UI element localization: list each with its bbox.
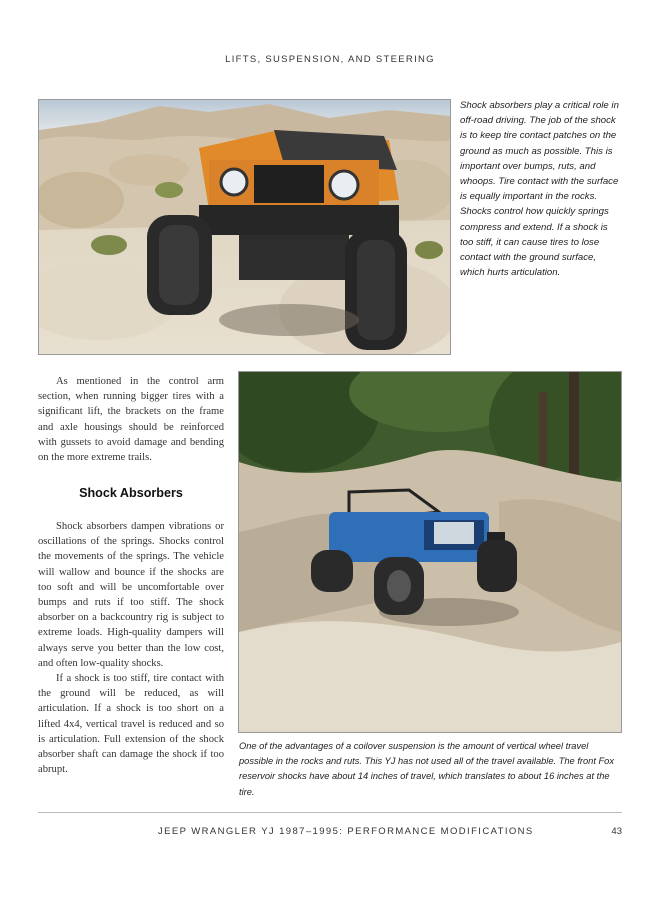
paragraph-text: If a shock is too stiff, tire contact with the ground will be reduced, as will articulation. If a shock is too short on a lifted 4x4, vertical travel is reduced and so is articulation. Full extension of the shock absorber shaft can damage the shock if too abrupt.	[38, 673, 224, 776]
intro-paragraph	[38, 374, 224, 465]
footer-book-title: JEEP WRANGLER YJ 1987–1995: PERFORMANCE MODIFICATIONS	[158, 826, 534, 837]
photo-caption-bottom: One of the advantages of a coilover suspension is the amount of vertical wheel travel possible in the rocks and ruts. This YJ has not used all of the travel available. The front Fox reservoir shocks have about 14 inches of travel, which translates to about 16 inches at the tire.	[239, 741, 614, 797]
photo-caption-top: Shock absorbers play a critical role in off-road driving. The job of the shock is to keep tire contact patches on the ground as much as possible. This is important over bumps, ruts, and whoops. Tire contact with the surface is equally important in the rocks. Shocks control how quickly springs compress and extend. If a shock is too stiff, it can cause tires to lose contact with the ground surface, which hurts articulation.	[460, 100, 619, 279]
page-number: 43	[611, 826, 622, 837]
paragraph-text: Shock absorbers dampen vibrations or oscillations of the springs. Shocks control the movements of the springs. The vehicle will wallow and bounce if the shocks are too soft and will be uncomfortable over bumps and ruts if too stiff. The shock absorber on a backcountry rig is subject to extreme loads. High-quality dampers will always serve you better than the low cost, and often low-quality shocks.	[38, 521, 224, 669]
paragraph-text: As mentioned in the control arm section, when running bigger tires with a significant lift, the brackets on the frame and axle housings should be reinforced with gussets to avoid damage and bending on the more extreme trails.	[38, 376, 224, 464]
footer-rule	[38, 812, 622, 813]
running-head: LIFTS, SUSPENSION, AND STEERING	[225, 54, 435, 65]
section-heading: Shock Absorbers	[79, 486, 183, 500]
photo-orange-jeep-on-rocks	[38, 99, 451, 355]
shock-absorbers-body	[38, 519, 224, 777]
photo-blue-jeep-on-trail	[238, 371, 622, 733]
